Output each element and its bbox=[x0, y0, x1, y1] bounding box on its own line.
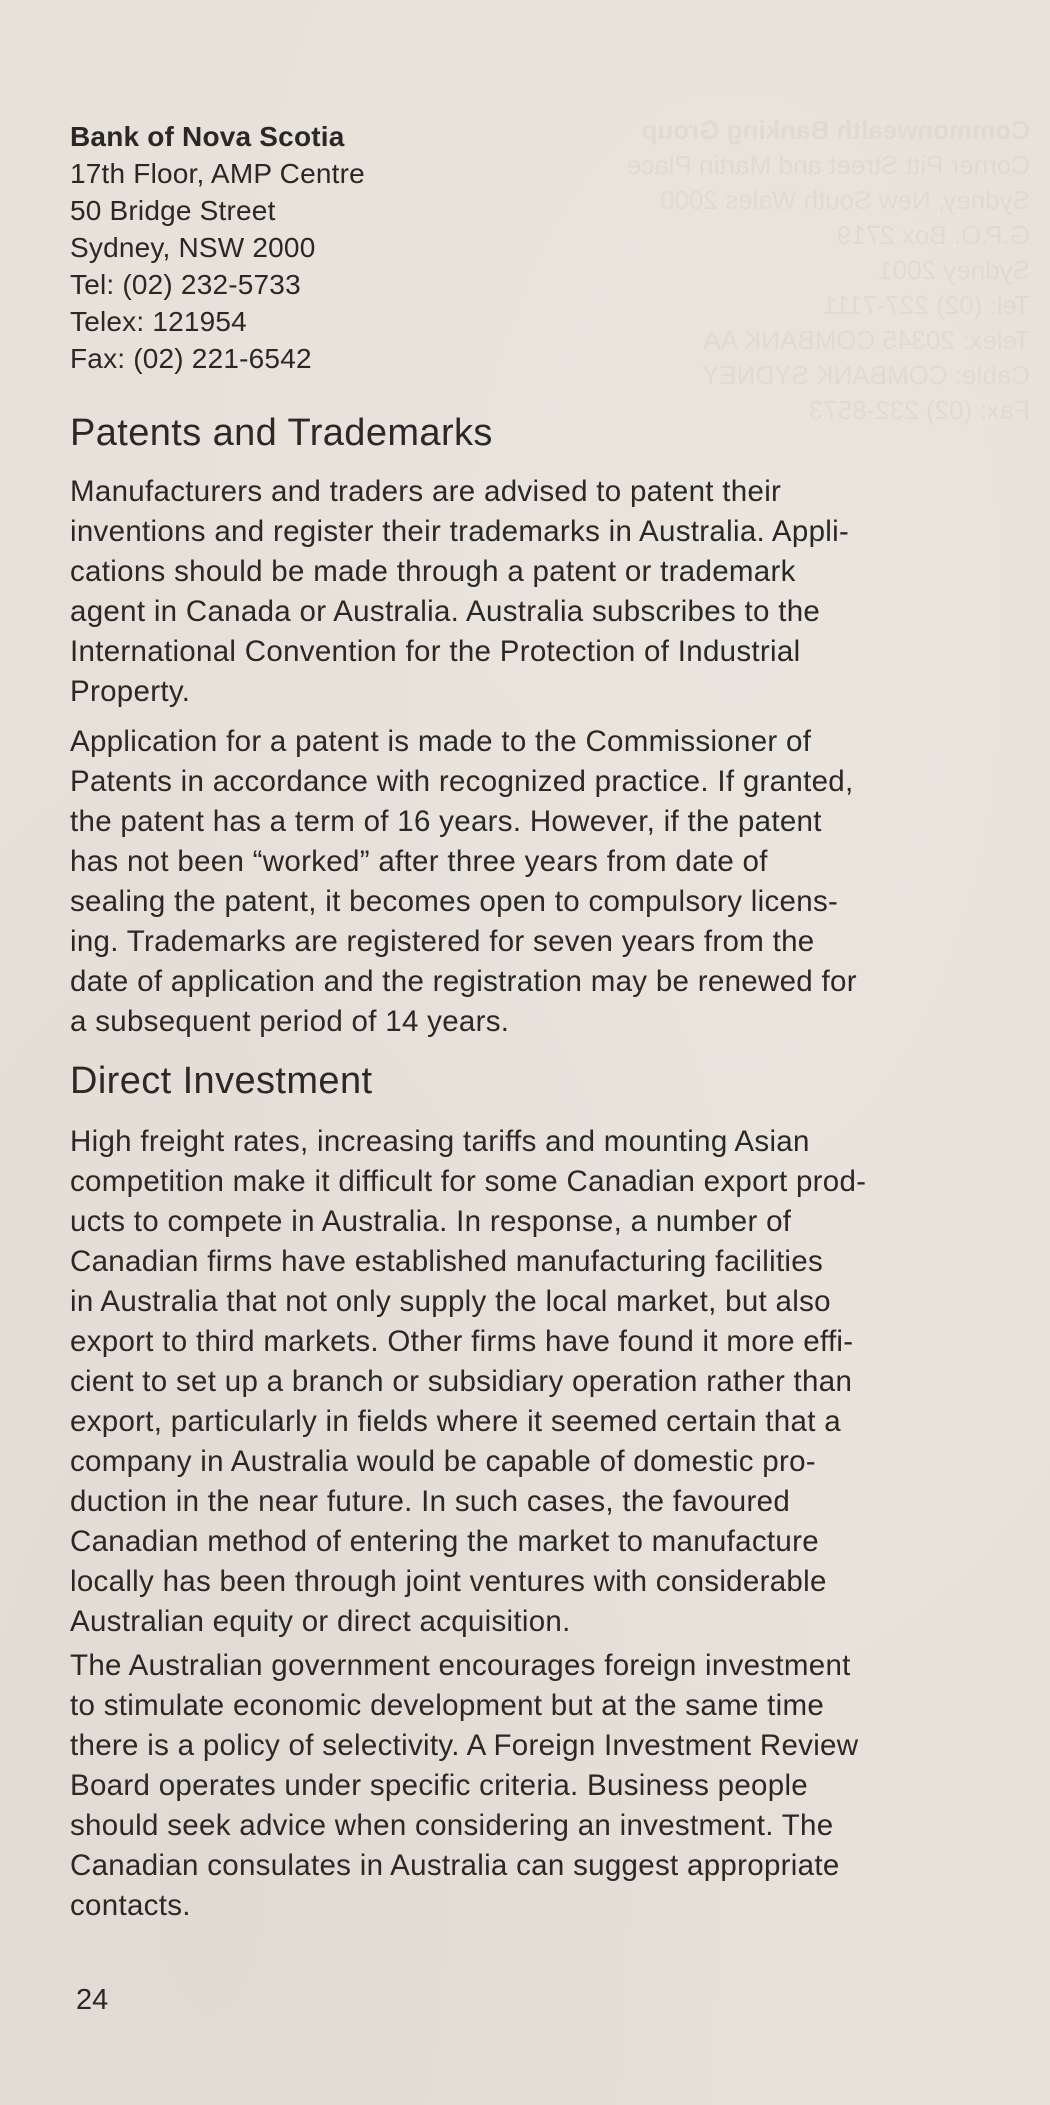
address-line: 50 Bridge Street bbox=[70, 195, 276, 226]
section-heading-patents: Patents and Trademarks bbox=[70, 412, 493, 454]
patents-paragraph-2 bbox=[70, 722, 1010, 1042]
text-line: has not been “worked” after three years from date of bbox=[70, 845, 768, 878]
text-line: ucts to compete in Australia. In response, a number of bbox=[70, 1205, 792, 1238]
text-line: sealing the patent, it becomes open to compulsory licens- bbox=[70, 885, 839, 918]
text-line: a subsequent period of 14 years. bbox=[70, 1005, 510, 1038]
text-line: export to third markets. Other firms have found it more effi- bbox=[70, 1325, 854, 1358]
text-line: ing. Trademarks are registered for seven years from the bbox=[70, 925, 815, 958]
text-line: date of application and the registration may be renewed for bbox=[70, 965, 857, 998]
text-line: cient to set up a branch or subsidiary operation rather than bbox=[70, 1365, 853, 1398]
text-line: there is a policy of selectivity. A Foreign Investment Review bbox=[70, 1729, 859, 1762]
text-line: company in Australia would be capable of domestic pro- bbox=[70, 1445, 816, 1478]
text-line: Property. bbox=[70, 675, 191, 708]
text-line: Manufacturers and traders are advised to patent their bbox=[70, 475, 782, 508]
text-line: agent in Canada or Australia. Australia subscribes to the bbox=[70, 595, 821, 628]
text-line: Australian equity or direct acquisition. bbox=[70, 1605, 571, 1638]
text-line: Patents in accordance with recognized practice. If granted, bbox=[70, 765, 854, 798]
text-line: competition make it difficult for some Canadian export prod- bbox=[70, 1165, 867, 1198]
bank-name: Bank of Nova Scotia bbox=[70, 121, 345, 152]
text-line: to stimulate economic development but at the same time bbox=[70, 1689, 825, 1722]
text-line: locally has been through joint ventures with considerable bbox=[70, 1565, 827, 1598]
text-line: The Australian government encourages foreign investment bbox=[70, 1649, 851, 1682]
text-line: the patent has a term of 16 years. However, if the patent bbox=[70, 805, 822, 838]
bank-address-block bbox=[70, 118, 365, 377]
patents-paragraph-1 bbox=[70, 472, 1010, 712]
text-line: in Australia that not only supply the local market, but also bbox=[70, 1285, 831, 1318]
investment-paragraph-1 bbox=[70, 1122, 1010, 1642]
text-line: Canadian method of entering the market to manufacture bbox=[70, 1525, 819, 1558]
page-number: 24 bbox=[76, 1984, 109, 2016]
telephone: Tel: (02) 232-5733 bbox=[70, 269, 301, 300]
investment-paragraph-2 bbox=[70, 1646, 1010, 1926]
text-line: High freight rates, increasing tariffs and mounting Asian bbox=[70, 1125, 810, 1158]
text-line: contacts. bbox=[70, 1889, 191, 1922]
text-line: Canadian firms have established manufacturing facilities bbox=[70, 1245, 824, 1278]
text-line: cations should be made through a patent or trademark bbox=[70, 555, 796, 588]
text-line: duction in the near future. In such cases, the favoured bbox=[70, 1485, 791, 1518]
text-line: International Convention for the Protection of Industrial bbox=[70, 635, 801, 668]
address-line: 17th Floor, AMP Centre bbox=[70, 158, 365, 189]
text-line: export, particularly in fields where it seemed certain that a bbox=[70, 1405, 841, 1438]
text-line: should seek advice when considering an investment. The bbox=[70, 1809, 834, 1842]
address-line: Sydney, NSW 2000 bbox=[70, 232, 316, 263]
section-heading-investment: Direct Investment bbox=[70, 1060, 373, 1102]
telex: Telex: 121954 bbox=[70, 306, 247, 337]
text-line: Canadian consulates in Australia can suggest appropriate bbox=[70, 1849, 840, 1882]
show-through-texture: Commonwealth Banking Group Corner Pitt Street and Martin Place Sydney, New South Wales 2000 G.P.O. Box 2719 Sydney 2001 Tel: (02) 227-7111 Telex: 20345 COMBANK AA Cable: COMBANK SYDNEY Fax: (02) 232-8573 bbox=[626, 115, 1030, 425]
text-line: Board operates under specific criteria. Business people bbox=[70, 1769, 809, 1802]
text-line: Application for a patent is made to the Commissioner of bbox=[70, 725, 812, 758]
fax: Fax: (02) 221-6542 bbox=[70, 343, 312, 374]
text-line: inventions and register their trademarks in Australia. Appli- bbox=[70, 515, 850, 548]
